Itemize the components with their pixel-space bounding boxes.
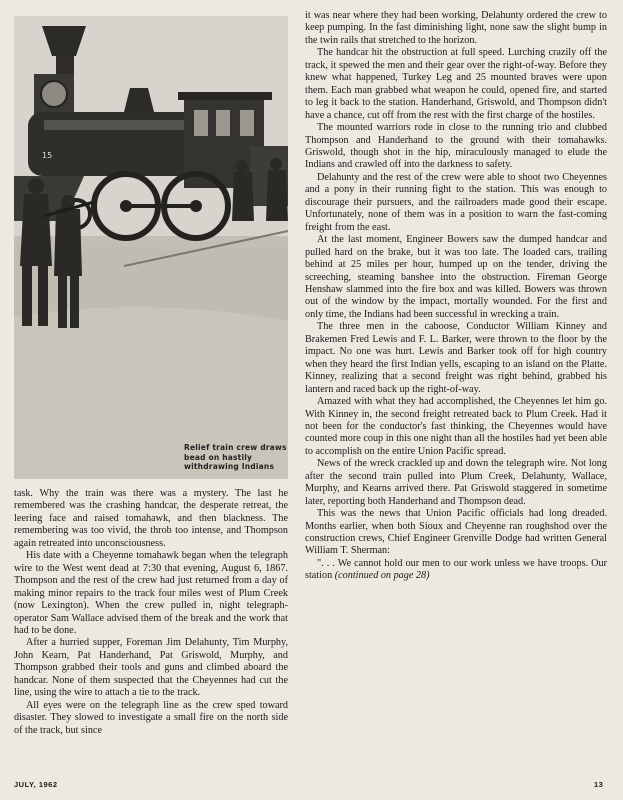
- paragraph: This was the news that Union Pacific officials had long dreaded. Months earlier, when both Sioux and Cheyenne ran roughshod over the construction crews, Chief Engineer Grenville Dodge had written General William T. Sherman:: [305, 508, 607, 557]
- paragraph: it was near where they had been working, Delahunty ordered the crew to keep pumping. In the fast diminishing light, none saw the slight bump in the twin rails that stretched to the horizon.: [305, 10, 607, 46]
- engine-number: 15: [42, 151, 53, 160]
- paragraph: All eyes were on the telegraph line as the crew sped toward disaster. They slowed to investigate a small fire on the north side of the track, but since: [14, 699, 288, 736]
- paragraph: task. Why the train was there was a mystery. The last he remembered was the crashing handcar, the desperate retreat, the leering face and raised tomahawk, and then blackness. The remembering was too vivid, the throb too intense, and Thompson again retreated into unconsciousness.: [14, 488, 288, 549]
- paragraph: The three men in the caboose, Conductor William Kinney and Brakemen Fred Lewis and F. L. Barker, were thrown to the floor by the impact. No one was hurt. Lewis and Barker took off for high country when they heard the first Indian yells, escaping to an island on the Platte. Kinney, realizing that a second freight was right behind, grabbed his lantern and raced back up the right-of-way.: [305, 321, 607, 395]
- paragraph: Delahunty and the rest of the crew were able to shoot two Cheyennes and a pony in their running fight to the station. This was enough to discourage their pursuers, and the railroaders made good their escape. Unfortunately, none of them was in a position to warn the fast-coming freight from the east.: [305, 171, 607, 233]
- locomotive-illustration: [14, 16, 288, 479]
- paragraph: The handcar hit the obstruction at full speed. Lurching crazily off the track, it spewed the men and their gear over the right-of-way. Before they knew what happened, Turkey Leg and 25 mounted braves were upon them. Each man grabbed what weapon he could, opened fire, and started to leg it back to the station. Handerhand, Griswold, and Thompson didn't have a chance, cut off from the rest with the first charge of the hostiles.: [305, 47, 607, 121]
- left-column: [14, 488, 288, 737]
- paragraph-last: [305, 558, 607, 583]
- right-column: [305, 10, 607, 583]
- paragraph: The mounted warriors rode in close to the running trio and clubbed Thompson and Handerhand to the ground with their tomahawks. Griswold, though shot in the hip, miraculously managed to elude the Indians and crawled off into the darkness to safety.: [305, 122, 607, 171]
- last-line-text: ". . . We cannot hold our men to our work unless we have troops. Our station: [305, 557, 607, 582]
- train-photo: [14, 16, 288, 479]
- paragraph: After a hurried supper, Foreman Jim Delahunty, Tim Murphy, John Kearn, Pat Handerhand, Pat Griswold, Murphy, and Thompson grabbed their tools and guns and climbed aboard the handcar. None of them suspected that the Cheyennes had cut the line, using the wire to attach a tie to the track.: [14, 637, 288, 699]
- paragraph: News of the wreck crackled up and down the telegraph wire. Not long after the second train pulled into Plum Creek, Delahunty, Wallace, Murphy, and Kearns arrived there. Pat Griswold staggered in sometime later, reporting both Handerhand and Thompson dead.: [305, 458, 607, 507]
- photo-caption: Relief train crew draws bead on hastily withdrawing Indians: [184, 443, 287, 471]
- continued-note: (continued on page 28): [334, 570, 430, 582]
- issue-date: JULY, 1962: [14, 780, 58, 789]
- paragraph: At the last moment, Engineer Bowers saw the dumped handcar and pulled hard on the brake, but it was too late. The loaded cars, trailing behind at 25 miles per hour, humped up on the tender, driving the screeching, steaming banshee into the obstruction. Fireman George Henshaw slammed into the fire box and was killed. Bowers was thrown out of the window by the impact, mortally wounded. For the first and only time, the Indians had been successful in wrecking a train.: [305, 234, 607, 320]
- page-number: 13: [594, 780, 604, 789]
- paragraph: Amazed with what they had accomplished, the Cheyennes let him go. With Kinney in, the second freight retreated back to Plum Creek. Had it not been for the conductor's fast thinking, the Cheyennes would have counted more coup in this one night than all the hostiles had yet been able to accomplish on the entire Union Pacific spread.: [305, 396, 607, 457]
- paragraph: His date with a Cheyenne tomahawk began when the telegraph wire to the West went dead at 7:30 that evening, August 6, 1867. Thompson and the rest of the crew had just returned from a day of making minor repairs to the track four miles west of Plum Creek (now Lexington). When the crew pulled in, night telegraph-operator Sam Wallace advised them of the break and the work that had to be done.: [14, 550, 288, 636]
